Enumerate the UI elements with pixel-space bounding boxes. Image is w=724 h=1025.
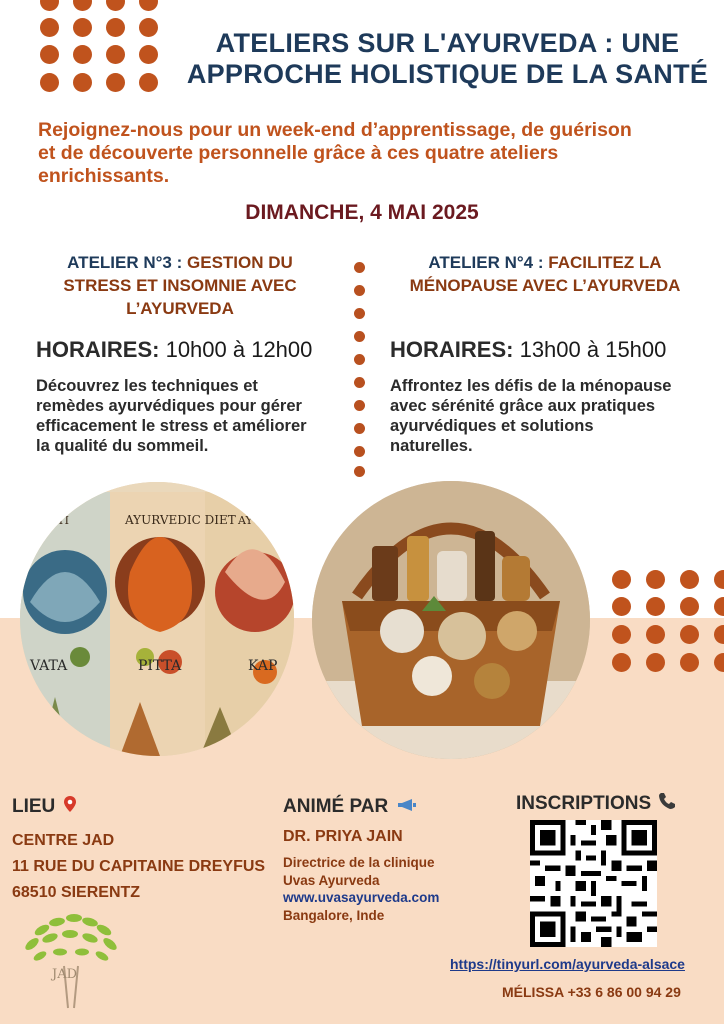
atelier-3-horaires	[36, 337, 312, 363]
atelier-3-number: ATELIER N°3 :	[67, 253, 183, 272]
desc-line: naturelles.	[390, 437, 473, 455]
intro-line: enrichissants.	[38, 165, 170, 187]
speaker-line: Bangalore, Inde	[283, 907, 385, 923]
speaker-line: Uvas Ayurveda	[283, 872, 380, 888]
anime-heading	[283, 796, 417, 818]
lieu-heading	[12, 796, 76, 818]
vata-label: VATA	[30, 658, 68, 674]
desc-line: efficacement le stress et améliorer	[36, 417, 307, 435]
horaires-time: 13h00 à 15h00	[519, 337, 667, 362]
jad-logo	[12, 908, 130, 1020]
desc-line: Affrontez les défis de la ménopause	[390, 377, 672, 395]
intro-line: et de découverte personnelle grâce à ces quatre ateliers	[38, 142, 559, 164]
desc-line: avec sérénité grâce aux pratiques	[390, 397, 656, 415]
atelier-4-title-a: FACILITEZ LA	[548, 253, 662, 272]
pitta-label: PITTA	[138, 658, 182, 674]
atelier-3-title	[30, 251, 330, 320]
speaker-line: Directrice de la clinique	[283, 855, 435, 870]
address-line: CENTRE JAD	[12, 832, 115, 849]
basket-illustration	[312, 481, 590, 759]
horaires-time: 10h00 à 12h00	[165, 337, 313, 362]
diet-heading: AYURVEDIC DIET	[125, 513, 236, 527]
horaires-label: HORAIRES:	[36, 337, 160, 362]
atelier-3-description	[36, 376, 336, 456]
corner-left-text: UTI	[48, 514, 69, 527]
atelier-4-title-b: MÉNOPAUSE AVEC L’AYURVEDA	[409, 276, 681, 295]
speaker-name: DR. PRIYA JAIN	[283, 828, 403, 845]
atelier-4-description	[390, 376, 710, 456]
intro-text	[38, 119, 708, 188]
lieu-heading-text: LIEU	[12, 796, 56, 818]
qr-code[interactable]	[530, 820, 657, 947]
inscriptions-heading	[516, 792, 676, 816]
speaker-details	[283, 854, 439, 924]
address-line: 68510 SIERENTZ	[12, 884, 141, 901]
kapha-label: KAP	[248, 658, 278, 674]
qr-code-graphic	[530, 820, 657, 947]
speaker-website-link[interactable]: www.uvasayurveda.com	[283, 890, 440, 905]
title-line: APPROCHE HOLISTIQUE DE LA SANTÉ	[186, 59, 709, 89]
desc-line: ayurvédiques et solutions	[390, 417, 594, 435]
page-title	[185, 28, 710, 90]
logo-text: JAD	[52, 967, 78, 982]
intro-line: Rejoignez-nous pour un week-end d’apprentissage, de guérison	[38, 119, 632, 141]
contact-phone: MÉLISSA +33 6 86 00 94 29	[502, 984, 681, 1000]
corner-right-text: AYURV	[238, 514, 278, 527]
desc-line: la qualité du sommeil.	[36, 437, 209, 455]
phone-icon	[658, 792, 676, 816]
anime-heading-text: ANIMÉ PAR	[283, 796, 389, 818]
lieu-address	[12, 828, 265, 906]
remedies-basket-image	[312, 481, 590, 759]
location-pin-icon	[64, 796, 76, 818]
address-line: 11 RUE DU CAPITAINE DREYFUS	[12, 858, 266, 875]
atelier-3-title-a: GESTION DU	[187, 253, 293, 272]
title-line: ATELIERS SUR L'AYURVEDA : UNE	[215, 28, 680, 58]
megaphone-icon	[397, 796, 417, 818]
desc-line: Découvrez les techniques et	[36, 377, 258, 395]
inscriptions-heading-text: INSCRIPTIONS	[516, 793, 652, 815]
atelier-4-number: ATELIER N°4 :	[428, 253, 544, 272]
desc-line: remèdes ayurvédiques pour gérer	[36, 397, 302, 415]
horaires-label: HORAIRES:	[390, 337, 514, 362]
atelier-4-title	[385, 251, 705, 297]
event-date: DIMANCHE, 4 MAI 2025	[245, 201, 479, 224]
ayurvedic-diet-image	[20, 482, 294, 756]
registration-link[interactable]: https://tinyurl.com/ayurveda-alsace	[450, 956, 685, 972]
atelier-4-horaires	[390, 337, 666, 363]
atelier-3-title-c: L’AYURVEDA	[126, 299, 234, 318]
atelier-3-title-b: STRESS ET INSOMNIE AVEC	[63, 276, 297, 295]
doshas-illustration	[20, 482, 294, 756]
